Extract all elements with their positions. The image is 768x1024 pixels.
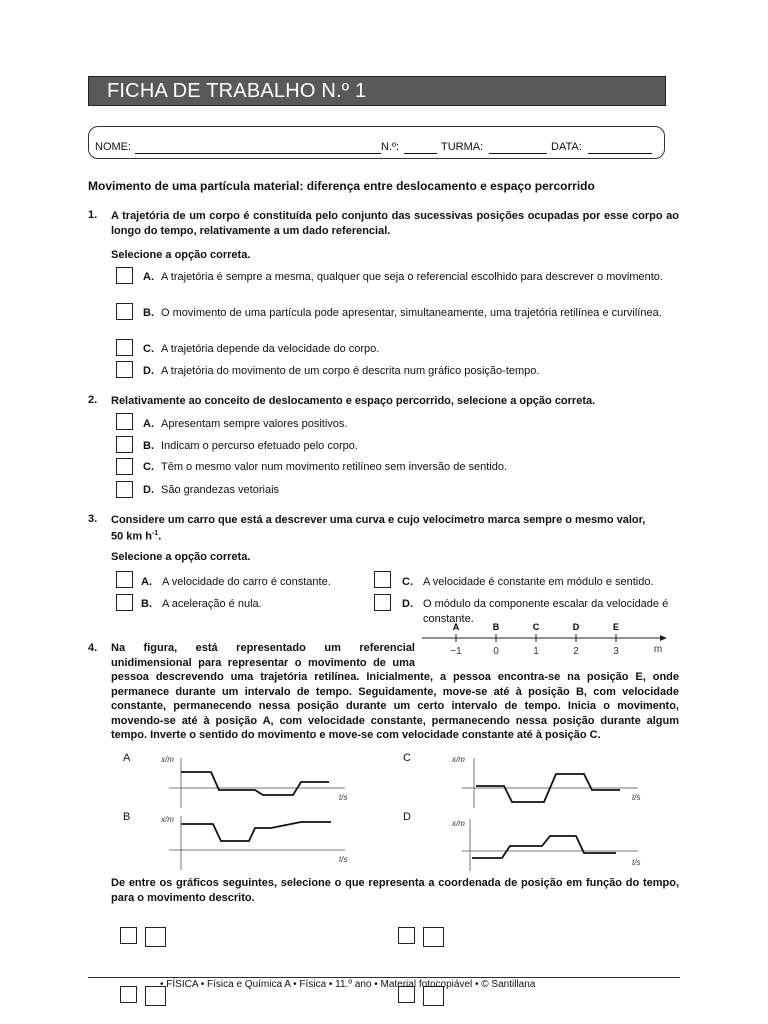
q4-question: De entre os gráficos seguintes, selecione o que representa a coordenada de posição em função do tempo, para o movimento descrito. (111, 877, 679, 904)
q2-text: Relativamente ao conceito de deslocamento e espaço percorrido, selecione a opção correta. (111, 395, 596, 407)
q1-option-b-checkbox[interactable] (116, 303, 133, 320)
chart-a-letter: A (123, 752, 131, 764)
q1-option-d-text: A trajetória do movimento de um corpo é descrita num gráfico posição-tempo. (161, 365, 540, 377)
chart-b-curve (181, 822, 331, 841)
q2-option-c-letter: C. (143, 461, 154, 473)
chart-d-xlabel: t/s (632, 858, 641, 867)
turma-label: TURMA: (441, 141, 484, 153)
axis-number-3: 3 (613, 646, 619, 657)
axis-letter-c: C (532, 622, 540, 632)
q3-option-d-text: O módulo da componente escalar da velocidade é constante. (423, 598, 669, 625)
axis-number-1: 1 (533, 646, 539, 657)
title-bar (88, 76, 666, 106)
q2-option-c-checkbox[interactable] (116, 458, 133, 475)
chart-a-xlabel: t/s (339, 793, 348, 802)
q3-text: Considere um carro que está a descrever uma curva e cujo velocímetro marca sempre o mesmo valor, (111, 514, 646, 526)
section-title: Movimento de uma partícula material: diferença entre deslocamento e espaço percorrido (88, 179, 595, 193)
chart-d (448, 815, 648, 873)
chart-b (155, 810, 355, 872)
q2-option-a-letter: A. (143, 418, 154, 430)
q3-text-line2: 50 km $h^{-1}$. (111, 530, 162, 543)
chart-d-curve (472, 836, 616, 858)
data-label: DATA: (551, 141, 582, 153)
q3-option-b-text: A aceleração é nula. (162, 598, 262, 610)
turma-field[interactable] (489, 153, 547, 154)
q4-text-top: Na figura, está representado um referencial unidimensional para representar o movimento de uma (111, 642, 415, 669)
q3-option-d-checkbox[interactable] (374, 594, 391, 611)
axis-number-0: 0 (493, 646, 499, 657)
q1-option-a-text: A trajetória é sempre a mesma, qualquer que seja o referencial escolhido para descrever o movimento. (161, 271, 663, 283)
q3-option-d-letter: D. (402, 598, 413, 610)
q4-answer-box-a-right[interactable] (145, 927, 166, 947)
q2-option-c-text: Têm o mesmo valor num movimento retilíneo sem inversão de sentido. (161, 461, 508, 473)
q3-option-b-checkbox[interactable] (116, 594, 133, 611)
q4-answer-box-b-left[interactable] (398, 927, 415, 944)
position-number-line (420, 618, 670, 660)
numero-label: N.º: (381, 141, 400, 153)
q4-answer-box-b-right[interactable] (423, 927, 444, 947)
chart-b-xlabel: t/s (339, 855, 348, 864)
q1-option-a-letter: A. (143, 271, 154, 283)
q4-number: 4. (88, 642, 98, 654)
q3-option-b-letter: B. (141, 598, 152, 610)
axis-arrow (660, 635, 667, 641)
student-info-box (88, 126, 665, 159)
q1-option-d-letter: D. (143, 365, 154, 377)
chart-a-curve (181, 772, 329, 795)
q2-number: 2. (88, 394, 98, 406)
chart-c-ylabel: x/m (452, 755, 465, 764)
q4-text-rest: pessoa descrevendo uma trajetória retilínea. Inicialmente, a pessoa encontra-se na posição E, onde permanece durante um intervalo de tempo. Seguidamente, move-se até à posição B, com velocidade constante, permanecendo nessa posição durante um certo intervalo de tempo. Inicia o movimento, movendo-se até à posição A, com velocidade constante, permanecendo nessa posição durante algum tempo. Inverte o sentido do movimento e move-se com velocidade constante até à posição C. (111, 671, 679, 741)
q3-option-c-letter: C. (402, 576, 413, 588)
q3-option-a-text: A velocidade do carro é constante. (162, 576, 331, 588)
q1-option-c-letter: C. (143, 343, 154, 355)
q3-instruction: Selecione a opção correta. (111, 551, 251, 563)
axis-letter-b: B (492, 622, 500, 632)
q3-option-a-checkbox[interactable] (116, 571, 133, 588)
q1-instruction: Selecione a opção correta. (111, 249, 251, 261)
q2-option-b-text: Indicam o percurso efetuado pelo corpo. (161, 440, 358, 452)
footer-divider (88, 977, 680, 978)
axis-unit: m (653, 644, 663, 655)
axis-letter-a: A (452, 622, 460, 632)
axis-number-minus1: −1 (450, 646, 462, 657)
chart-c-xlabel: t/s (632, 793, 641, 802)
q2-option-a-text: Apresentam sempre valores positivos. (161, 418, 348, 430)
chart-b-letter: B (123, 811, 131, 823)
q2-option-d-text: São grandezas vetoriais (161, 484, 280, 496)
chart-d-ylabel: x/m (452, 819, 465, 828)
q3-option-a-letter: A. (141, 576, 152, 588)
q1-number: 1. (88, 209, 98, 221)
q3-number: 3. (88, 513, 98, 525)
chart-c (448, 750, 648, 812)
chart-a (155, 750, 355, 812)
chart-d-letter: D (403, 811, 411, 823)
q1-option-c-checkbox[interactable] (116, 339, 133, 356)
q1-option-b-letter: B. (143, 307, 154, 319)
q2-option-b-checkbox[interactable] (116, 436, 133, 453)
page-title: FICHA DE TRABALHO N.º 1 (107, 80, 367, 102)
axis-letter-e: E (612, 622, 620, 632)
data-field[interactable] (588, 153, 652, 154)
q1-option-d-checkbox[interactable] (116, 361, 133, 378)
q2-option-d-checkbox[interactable] (116, 481, 133, 498)
q2-option-b-letter: B. (143, 440, 154, 452)
footer-text: • FÍSICA • Física e Química A • Física • 11.º ano • Material fotocopiável • © Santillana (160, 979, 536, 990)
q1-option-b-text: O movimento de uma partícula pode apresentar, simultaneamente, uma trajetória retilínea e curvilínea. (161, 307, 662, 319)
q3-option-c-checkbox[interactable] (374, 571, 391, 588)
q3-option-c-text: A velocidade é constante em módulo e sentido. (423, 576, 654, 588)
nome-label: NOME: (95, 141, 132, 153)
q4-answer-box-c-left[interactable] (120, 986, 137, 1003)
chart-b-ylabel: x/m (161, 815, 174, 824)
axis-letter-d: D (572, 622, 580, 632)
q1-text: A trajetória de um corpo é constituída pelo conjunto das sucessivas posições ocupadas por esse corpo ao longo do tempo, relativamente a um dado referencial. (111, 210, 679, 237)
q2-option-a-checkbox[interactable] (116, 413, 133, 430)
q2-option-d-letter: D. (143, 484, 154, 496)
nome-field[interactable] (135, 153, 381, 154)
axis-number-2: 2 (573, 646, 579, 657)
q4-answer-box-a-left[interactable] (120, 927, 137, 944)
q1-option-a-checkbox[interactable] (116, 267, 133, 284)
numero-field[interactable] (404, 153, 437, 154)
chart-a-ylabel: x/m (161, 755, 174, 764)
chart-c-letter: C (403, 752, 411, 764)
q1-option-c-text: A trajetória depende da velocidade do corpo. (161, 343, 380, 355)
